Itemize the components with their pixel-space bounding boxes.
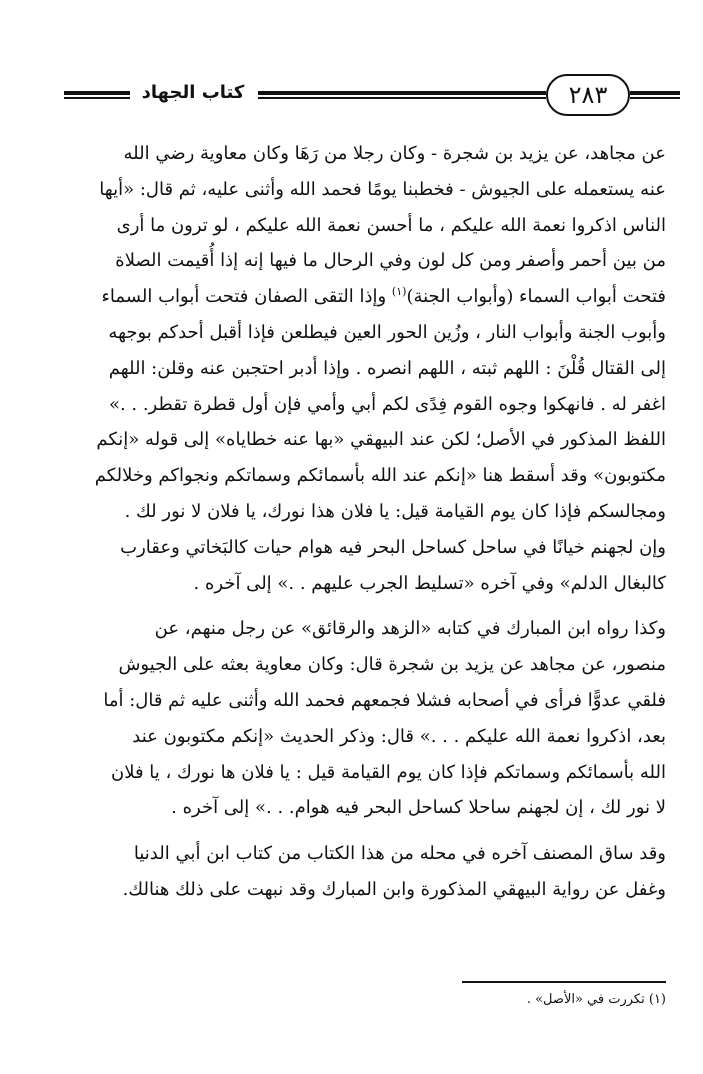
- text-line: فلقي عدوًّا فرأى في أصحابه فشلا فجمعهم فحمد الله وأثنى عليه ثم قال: أما: [103, 689, 666, 711]
- paragraph: [60, 611, 666, 826]
- footnote-separator: [462, 981, 666, 983]
- text-line: إلى القتال قُلْنَ : اللهم ثبته ، اللهم انصره . وإذا أدبر احتجبن عنه وقلن: اللهم: [108, 357, 666, 379]
- footnote: (١) تكررت في «الأصل» .: [526, 992, 666, 1007]
- text-segment: وإذا التقى الصفان فتحت أبواب السماء: [101, 286, 392, 308]
- main-text: [60, 136, 666, 908]
- header-rule-right: [630, 91, 680, 100]
- text-line: وقد ساق المصنف آخره في محله من هذا الكتاب من كتاب ابن أبي الدنيا: [133, 843, 666, 865]
- text-line: عنه يستعمله على الجيوش - فخطبنا يومًا فحمد الله وأثنى عليه، ثم قال: «أيها: [99, 178, 666, 200]
- footnote-marker: (١): [391, 285, 407, 299]
- header-rule-middle: [258, 91, 546, 100]
- text-line: اغفر له . فانهكوا وجوه القوم فِدًى لكم أبي وأمي فإن أول قطرة تقطر. . .»: [108, 393, 666, 415]
- page-number-badge: ٢٨٣: [546, 74, 630, 116]
- text-line: وكذا رواه ابن المبارك في كتابه «الزهد والرقائق» عن رجل منهم، عن: [154, 618, 666, 640]
- text-line: من بين أحمر وأصفر ومن كل لون وفي الرحال ما فيها إنه إذا أُقيمت الصلاة: [115, 250, 666, 272]
- text-line: الناس اذكروا نعمة الله عليكم ، ما أحسن نعمة الله عليكم ، لو ترون ما أرى: [116, 214, 666, 236]
- text-line: وأبوب الجنة وأبواب النار ، وزُين الحور العين فيطلعن فإذا أقبل أحدكم بوجهه: [108, 321, 666, 343]
- text-line: بعد، اذكروا نعمة الله عليكم . . .» قال: وذكر الحديث «إنكم مكتوبون عند: [132, 725, 666, 747]
- text-line: كالبغال الدلم» وفي آخره «تسليط الجرب عليهم . .» إلى آخره .: [193, 572, 666, 594]
- text-line: ومجالسكم فإذا كان يوم القيامة قيل: يا فلان هذا نورك، يا فلان لا نور لك .: [124, 500, 666, 522]
- text-line: وغفل عن رواية البيهقي المذكورة وابن المبارك وقد نبهت على ذلك هنالك.: [122, 878, 666, 900]
- text-line: لا نور لك ، إن لجهنم ساحلا كساحل البحر فيه هوام. . .» إلى آخره .: [171, 797, 666, 819]
- text-line-with-footnote: [101, 286, 666, 307]
- running-header: [52, 72, 680, 122]
- text-line: عن مجاهد، عن يزيد بن شجرة - وكان رجلا من رَهَا وكان معاوية رضي الله: [123, 143, 666, 164]
- text-segment: فتحت أبواب السماء (وأبواب الجنة): [406, 286, 666, 308]
- header-rule-left: [64, 91, 130, 100]
- text-line: الله بأسمائكم وسماتكم فإذا كان يوم القيامة قيل : يا فلان ها نورك ، يا فلان: [110, 761, 666, 783]
- paragraph: [60, 836, 666, 908]
- text-line: مكتوبون» وقد أسقط هنا «إنكم عند الله بأسمائكم وسماتكم ونجواكم وخلالكم: [94, 465, 666, 487]
- text-line: اللفظ المذكور في الأصل؛ لكن عند البيهقي «بها عنه خطاياه» إلى قوله «إنكم: [96, 429, 666, 451]
- text-line: وإن لجهنم خيانًا في ساحل كساحل البحر فيه هوام حيات كالبَخاتي وعقارب: [120, 536, 666, 558]
- text-line: منصور، عن مجاهد عن يزيد بن شجرة قال: وكان معاوية بعثه على الجيوش: [118, 654, 666, 676]
- paragraph: [60, 136, 666, 601]
- book-title: كتاب الجهاد: [141, 82, 245, 103]
